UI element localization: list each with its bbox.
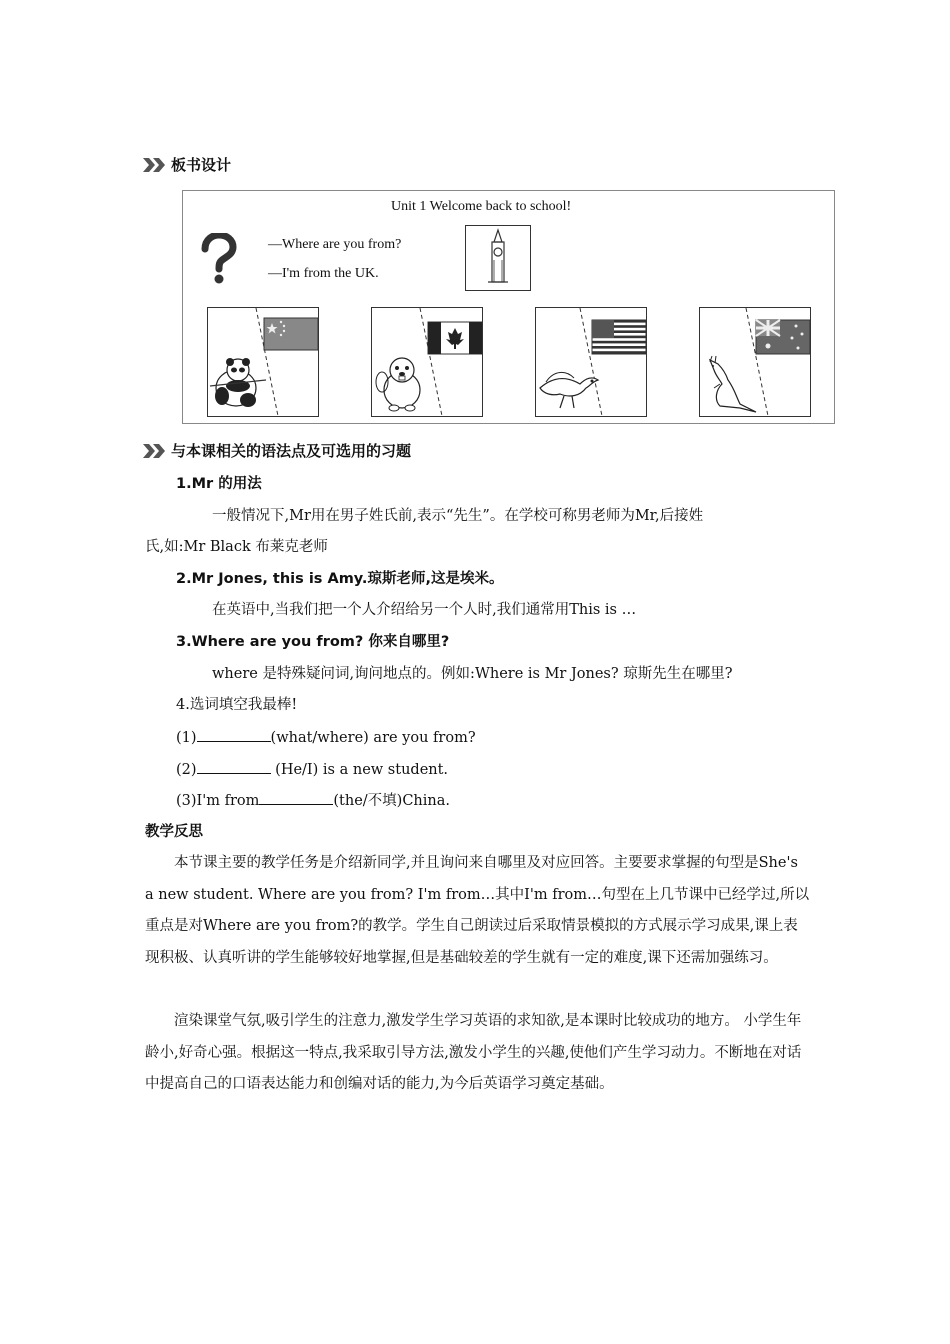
exercise-heading: 4.选词填空我最棒! (176, 697, 298, 713)
section-title: 板书设计 (171, 156, 232, 174)
panel-australia (699, 307, 811, 417)
section-title: 与本课相关的语法点及可选用的习题 (171, 442, 412, 460)
kangaroo-icon (710, 356, 756, 412)
big-ben-picture (465, 225, 531, 291)
reflection-paragraph-2: 渲染课堂气氛,吸引学生的注意力,激发学生学习英语的求知欲,是本课时比较成功的地方。 小学生年龄小,好奇心强。根据这一特点,我采取引导方法,激发小学生的兴趣,使他们产生学习动力。不断地在对话中提高自己的口语表达能力和创编对话的能力,为今后英语学习奠定基础。 (145, 1013, 802, 1092)
answer-blank[interactable] (259, 790, 333, 805)
grammar-point-1-heading: 1.Mr 的用法 (176, 476, 262, 492)
board-title: Unit 1 Welcome back to school! (391, 199, 572, 214)
section-heading-grammar (143, 440, 411, 461)
grammar-point-3-text: where 是特殊疑问词,询问地点的。例如:Where is Mr Jones? 琼斯先生在哪里? (212, 666, 733, 682)
beaver-icon (376, 358, 420, 411)
exercise-question-2: (2) (He/I) is a new student. (176, 759, 448, 780)
panda-icon (210, 358, 266, 407)
big-ben-icon (466, 226, 530, 290)
grammar-point-2-text: 在英语中,当我们把一个人介绍给另一个人时,我们通常用This is … (212, 602, 637, 618)
board-answer: —I'm from the UK. (268, 266, 379, 281)
section-heading-board-design (143, 154, 231, 175)
double-chevron-icon (143, 444, 167, 458)
exercise-question-3: (3)I'm from (the/不填)China. (176, 790, 450, 811)
panel-usa (535, 307, 647, 417)
panel-canada (371, 307, 483, 417)
reflection-heading: 教学反思 (145, 824, 203, 840)
canada-flag-icon (428, 322, 482, 354)
blackboard-design (182, 190, 835, 424)
exercise-question-1: (1) (what/where) are you from? (176, 727, 476, 748)
eagle-icon (540, 372, 598, 408)
answer-blank[interactable] (197, 727, 271, 742)
question-mark-icon (199, 233, 239, 285)
grammar-point-1-text-cont: 氏,如:Mr Black 布莱克老师 (145, 539, 328, 555)
grammar-point-2-heading: 2.Mr Jones, this is Amy.琼斯老师,这是埃米。 (176, 571, 504, 587)
reflection-paragraph-1: 本节课主要的教学任务是介绍新同学,并且询问来自哪里及对应回答。主要要求掌握的句型是She's a new student. Where are you from? I'm from…其中I'm from…句型在上几节课中已经学过,所以重点是对Where are you from?的教学。学生自己朗读过后采取情景模拟的方式展示学习成果,课上表现积极、认真听讲的学生能够较好地掌握,但是基础较差的学生就有一定的难度,课下还需加强练习。 (145, 855, 810, 966)
answer-blank[interactable] (197, 759, 271, 774)
panel-china (207, 307, 319, 417)
double-chevron-icon (143, 158, 167, 172)
usa-flag-icon (592, 320, 646, 354)
grammar-point-3-heading: 3.Where are you from? 你来自哪里? (176, 634, 450, 650)
australia-flag-icon (756, 320, 810, 354)
grammar-point-1-text: 一般情况下,Mr用在男子姓氏前,表示“先生”。在学校可称男老师为Mr,后接姓 (212, 508, 704, 524)
board-question: —Where are you from? (268, 237, 402, 252)
china-flag-icon (264, 318, 318, 350)
